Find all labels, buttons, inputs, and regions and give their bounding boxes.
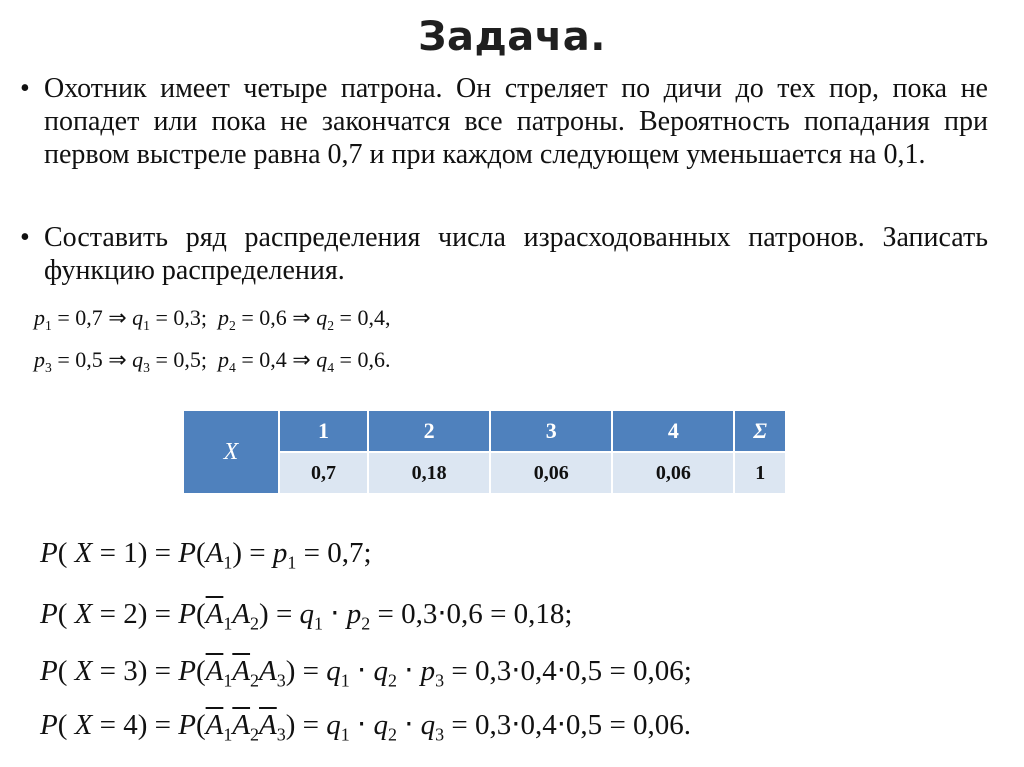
q1-value: 0,3 [173, 305, 201, 330]
table-header-cell: 1 [279, 410, 368, 452]
eq1-result: 0,7 [327, 537, 364, 569]
eq2-result: 0,18 [513, 598, 565, 630]
table-value-cell: 0,06 [490, 452, 612, 494]
q3-value: 0,5 [173, 347, 201, 372]
random-variable-label: X [183, 410, 279, 494]
problem-statement: Охотник имеет четыре патрона. Он стреляет по дичи до тех пор, пока не попадет или пока не закончатся все патроны. Вероятность попадания при первом выстреле равна 0,7 и при каждом следующем уменьшается на 0,1. [44, 73, 988, 170]
p2-value: 0,6 [259, 305, 287, 330]
p3-value: 0,5 [75, 347, 103, 372]
table-header-cell: 4 [612, 410, 734, 452]
p1-value: 0,7 [75, 305, 103, 330]
probability-line-2: $p_3 = 0,5$ ⇒ $q_3 = 0,5$; $p_4 = 0,4$ ⇒ $q_4 = 0,6$. [34, 347, 391, 375]
bullet-icon: • [20, 73, 30, 104]
eq3-expression: 0,3⋅0,4⋅0,5 [475, 655, 603, 687]
table-sum-header: Σ [734, 410, 786, 452]
table-value-cell: 0,18 [368, 452, 490, 494]
equation-3: P( $X = 3) = P(\overline{A}_1\overline{A}_2A_3) = q_1 \cdot q_2 \cdot p_3 = 0,3\cdot 0,4\cdot 0,5 = 0,06$; [40, 655, 692, 691]
p4-value: 0,4 [259, 347, 287, 372]
table-value-cell: 0,7 [279, 452, 368, 494]
table-header-cell: 3 [490, 410, 612, 452]
distribution-table [182, 409, 787, 495]
equation-4: P( $X = 4) = P(\overline{A}_1\overline{A}_2\overline{A}_3) = q_1 \cdot q_2 \cdot q_3 = 0,3\cdot 0,4\cdot 0,5 = 0,06$. [40, 709, 692, 745]
q4-value: 0,6 [357, 347, 385, 372]
eq4-result: 0,06 [633, 709, 684, 741]
table-header-cell: 2 [368, 410, 490, 452]
q2-value: 0,4 [357, 305, 385, 330]
probability-line-1: $p_1 = 0,7$ ⇒ $q_1 = 0,3$; $p_2 = 0,6$ ⇒ $q_2 = 0,4$, [34, 305, 391, 333]
equation-1: P( $X = 1) = P(A_1) = p_1 = 0,7$; [40, 537, 372, 573]
eq3-result: 0,06 [633, 655, 684, 687]
table-sum-cell: 1 [734, 452, 786, 494]
table-value-cell: 0,06 [612, 452, 734, 494]
table-header-row [183, 410, 786, 452]
task-statement: Составить ряд распределения числа израсходованных патронов. Записать функцию распределения. [44, 222, 988, 286]
eq4-expression: 0,3⋅0,4⋅0,5 [475, 709, 603, 741]
bullet-icon: • [20, 222, 30, 253]
eq2-expression: 0,3⋅0,6 [401, 598, 483, 630]
slide-title: Задача. [418, 14, 606, 60]
equation-2: P( $X = 2) = P(\overline{A}_1A_2) = q_1 \cdot p_2 = 0,3\cdot 0,6 = 0,18$; [40, 598, 573, 634]
